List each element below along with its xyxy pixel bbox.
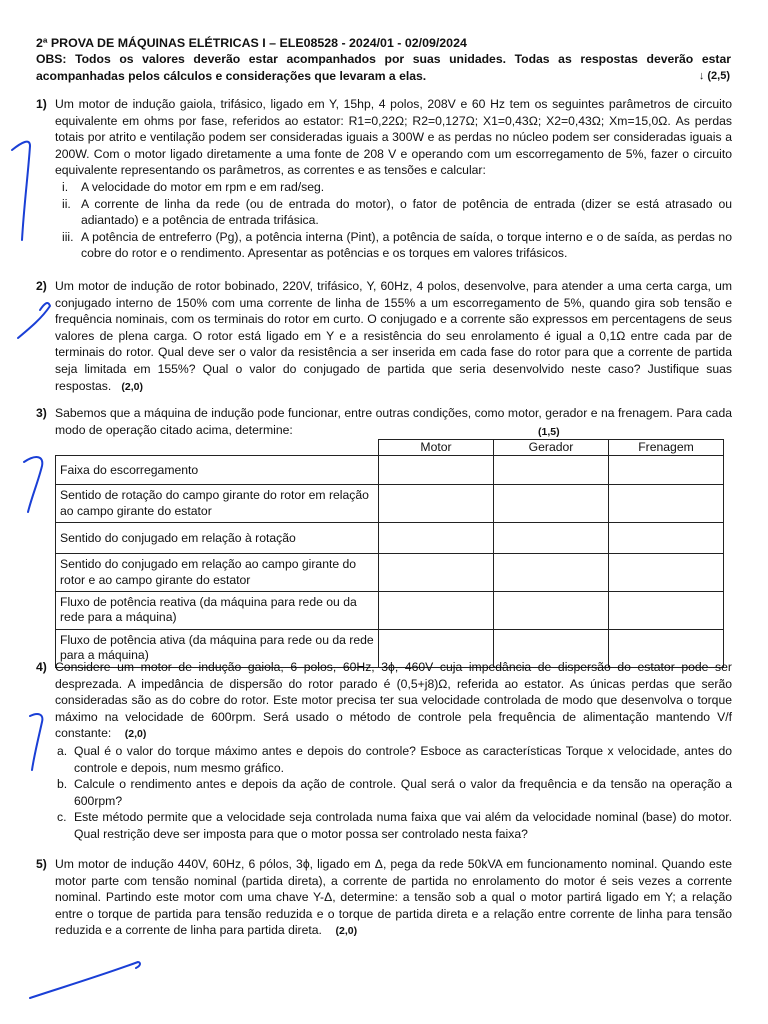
sub-item-marker: iii. (62, 229, 74, 244)
question-number: 3) (36, 406, 47, 420)
row-label: Fluxo de potência reativa (da máquina para rede ou da rede para a máquina) (56, 592, 379, 630)
row-label: Sentido do conjugado em relação ao campo girante do rotor e ao campo girante do estator (56, 554, 379, 592)
pen-checkmark-q2 (18, 303, 50, 338)
sub-item-marker: a. (57, 743, 68, 758)
question-score: (2,0) (121, 380, 143, 393)
column-header: Motor (379, 440, 494, 456)
sub-item-text: A corrente de linha da rede (ou de entrada do motor), o fator de potência de entrada (dizer se está atrasado ou adiantado) e a potência de entrada trifásica. (81, 196, 732, 228)
sub-item-marker: b. (57, 777, 68, 792)
exam-title: 2ª PROVA DE MÁQUINAS ELÉTRICAS I – ELE08528 - 2024/01 - 02/09/2024 (36, 36, 467, 50)
question-text-body: Considere um motor de indução gaiola, 6 polos, 60Hz, 3ϕ, 460V cuja impedância de dispersão do estator pode ser desprezada. A impedância de dispersão do rotor parado é (0,5+j8)Ω, referida ao estator. As únicas perdas que serão consideradas são as do cobre do rotor. Este motor precisa ter sua velocidade controlada de modo que desenvolva o torque máximo na velocidade de 600rpm. Será usado o método de controle pela frequência de alimentação mantendo V/f constante: (55, 660, 732, 741)
column-header: Gerador (494, 440, 609, 456)
row-label: Faixa do escorregamento (56, 456, 379, 485)
sub-item-marker: ii. (62, 196, 71, 211)
question-number: 5) (36, 857, 47, 871)
sub-item-marker: i. (62, 179, 69, 194)
obs-note: OBS: Todos os valores deverão estar acompanhados por suas unidades. Todas as respostas deverão estar acompanhadas pelos cálculos e considerações que levaram a elas. (36, 52, 731, 83)
sub-item-text: Qual é o valor do torque máximo antes e depois do controle? Esboce as características Torque x velocidade, antes do controle e depois, num mesmo gráfico. (74, 743, 732, 775)
question-number: 2) (36, 279, 47, 293)
question-score: (2,0) (124, 728, 147, 741)
sub-item-text: Calcule o rendimento antes e depois da ação de controle. Qual será o valor da frequência e da tensão na operação a 600rpm? (74, 777, 732, 808)
pen-checkmark-q5 (30, 962, 140, 998)
obs-score: ↓ (2,5) (698, 70, 730, 82)
column-header: Frenagem (608, 440, 723, 456)
row-label: Sentido de rotação do campo girante do rotor em relação ao campo girante do estator (56, 485, 379, 523)
pen-checkmark-q4 (30, 714, 42, 770)
question-number: 4) (36, 660, 47, 674)
question-text: Um motor de indução gaiola, trifásico, ligado em Y, 15hp, 4 polos, 208V e 60 Hz tem os seguintes parâmetros de circuito equivalente em ohms por fase, referidos ao estator: R1=0,22Ω; R2=0,127Ω; X1=0,43Ω; X2=0,43Ω; Xm=15,0Ω. As perdas totais por atrito e ventilação podem ser consideradas iguais a 300W e as perdas no núcleo podem ser consideradas iguais a 200W. Com o motor ligado diretamente a uma fonte de 208 V e operando com um escorregamento de 5%, fazer o circuito equivalente representando os parâmetros, as correntes e as tensões e calcular: (55, 97, 732, 178)
sub-item-text: Este método permite que a velocidade seja controlada numa faixa que vai além da velocidade nominal (base) do motor. Qual restrição deve ser imposta para que o motor possa ser controlado nesta faixa? (74, 810, 732, 841)
question-text: Sabemos que a máquina de indução pode funcionar, entre outras condições, como motor, gerador e na frenagem. Para cada modo de operação citado acima, determine: (55, 406, 732, 437)
question-text-body: Um motor de indução 440V, 60Hz, 6 pólos, 3ϕ, ligado em Δ, pega da rede 50kVA em funcionamento nominal. Quando este motor parte com tensão nominal (partida direta), a corrente de partida no enrolamento do motor é seis vezes a corrente nominal. Partindo este motor com uma chave Y-Δ, determine: a tensão sob a qual o motor partirá ligado em Y; a relação entre o torque de partida para tensão reduzida e o torque de partida direta e a relação entre corrente de linha para tensão reduzida e a corrente de linha para partida direta. (55, 857, 732, 938)
row-label: Sentido do conjugado em relação à rotação (56, 523, 379, 554)
question-number: 1) (36, 97, 47, 111)
question-text-body: Um motor de indução de rotor bobinado, 220V, trifásico, Y, 60Hz, 4 polos, desenvolve, para atender a uma certa carga, um conjugado interno de 150% com uma corrente de linha de 155% a um escorregamento de 5%, quando gira sob tensão e frequência nominais, com os terminais do rotor em curto. O conjugado e a corrente são expressos em percentagens de seus valores de plena carga. O rotor está ligado em Y e a resistência do seu enrolamento é igual a 0,1Ω entre cada par de terminais do rotor. Qual deve ser o valor da resistência a ser inserida em cada fase do rotor para que a corrente de partida seja limitada em 155%? Qual o valor do conjugado de partida que seria desenvolvido neste caso? Justifique suas respostas. (55, 279, 732, 393)
question-score: (1,5) (538, 426, 560, 438)
sub-item-text: A potência de entreferro (Pg), a potência interna (Pint), a potência de saída, o torque interno e o de saída, as perdas no cobre do rotor e o rendimento. Apresentar as potências e os torques em valores trifásicos. (81, 229, 732, 261)
question-score: (2,0) (335, 925, 358, 938)
sub-item-text: A velocidade do motor em rpm e em rad/seg. (81, 179, 325, 194)
sub-item-marker: c. (57, 810, 67, 825)
pen-checkmark-q1 (12, 142, 30, 240)
row-label: Fluxo de potência ativa (da máquina para rede ou da rede para a máquina) (56, 629, 379, 667)
pen-checkmark-q3 (24, 457, 42, 512)
